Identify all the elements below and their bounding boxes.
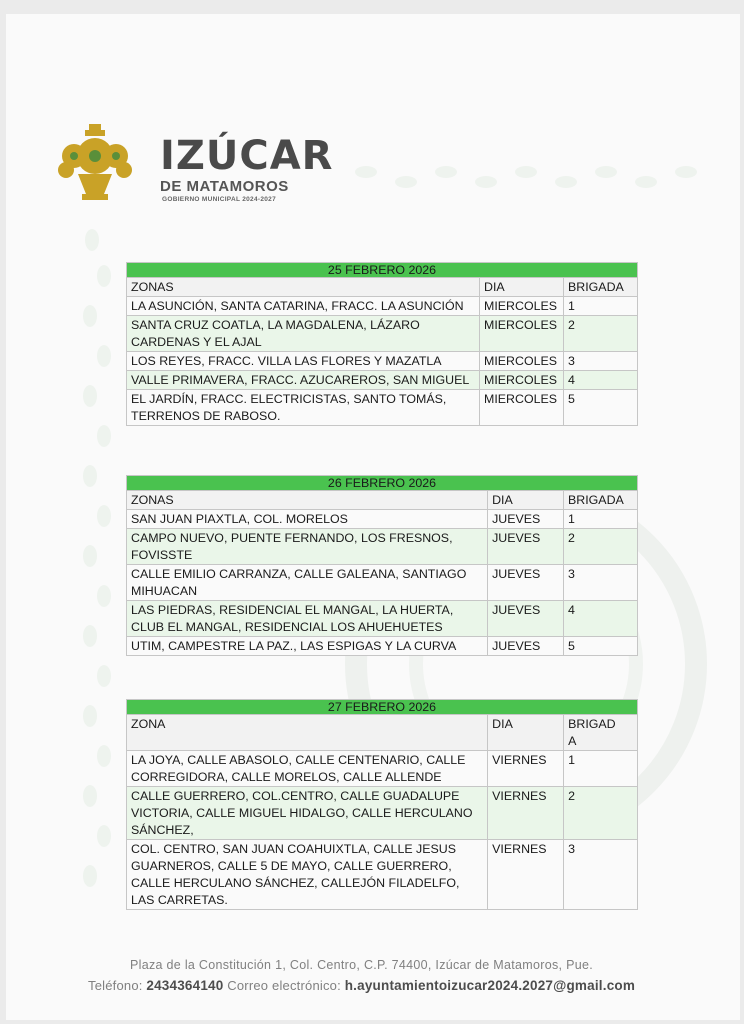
table-row xyxy=(127,787,638,840)
brigade-cell: 2 xyxy=(564,787,638,840)
brigade-cell: 2 xyxy=(564,316,638,352)
day-cell: JUEVES xyxy=(488,529,564,565)
email-label: Correo electrónico: xyxy=(227,978,341,993)
table-row xyxy=(127,601,638,637)
municipality-subtitle: DE MATAMOROS xyxy=(160,178,289,195)
day-cell: JUEVES xyxy=(488,601,564,637)
day-cell: MIERCOLES xyxy=(480,390,564,426)
zone-cell: LAS PIEDRAS, RESIDENCIAL EL MANGAL, LA HUERTA, CLUB EL MANGAL, RESIDENCIAL LOS AHUEHUETES xyxy=(127,601,488,637)
table-row xyxy=(127,371,638,390)
municipality-title: IZÚCAR xyxy=(160,133,334,179)
phone-number: 2434364140 xyxy=(146,978,224,993)
footer-address: Plaza de la Constitución 1, Col. Centro, C.P. 74400, Izúcar de Matamoros, Pue. xyxy=(130,958,593,972)
day-cell: MIERCOLES xyxy=(480,297,564,316)
table-row xyxy=(127,390,638,426)
zone-cell: COL. CENTRO, SAN JUAN COAHUIXTLA, CALLE JESUS GUARNEROS, CALLE 5 DE MAYO, CALLE GUERRERO, CALLE HERCULANO SÁNCHEZ, CALLEJÓN FILADELFO, LAS CARRETAS. xyxy=(127,840,488,910)
brigade-cell: 3 xyxy=(564,352,638,371)
zone-cell: SAN JUAN PIAXTLA, COL. MORELOS xyxy=(127,510,488,529)
zone-cell: VALLE PRIMAVERA, FRACC. AZUCAREROS, SAN MIGUEL xyxy=(127,371,480,390)
brigade-cell: 3 xyxy=(564,565,638,601)
brigade-cell: 1 xyxy=(564,297,638,316)
day-cell: MIERCOLES xyxy=(480,371,564,390)
zone-cell: LOS REYES, FRACC. VILLA LAS FLORES Y MAZATLA xyxy=(127,352,480,371)
zone-cell: CAMPO NUEVO, PUENTE FERNANDO, LOS FRESNOS, FOVISSTE xyxy=(127,529,488,565)
brigade-cell: 2 xyxy=(564,529,638,565)
table-date: 25 FEBRERO 2026 xyxy=(127,263,638,278)
day-cell: VIERNES xyxy=(488,751,564,787)
zone-cell: SANTA CRUZ COATLA, LA MAGDALENA, LÁZARO CARDENAS Y EL AJAL xyxy=(127,316,480,352)
table-row xyxy=(127,751,638,787)
day-cell: JUEVES xyxy=(488,510,564,529)
zone-cell: UTIM, CAMPESTRE LA PAZ., LAS ESPIGAS Y LA CURVA xyxy=(127,637,488,656)
footer-contact xyxy=(88,978,635,993)
brigade-cell: 5 xyxy=(564,390,638,426)
column-header-brigade: BRIGADA xyxy=(564,715,638,751)
zone-cell: EL JARDÍN, FRACC. ELECTRICISTAS, SANTO TOMÁS, TERRENOS DE RABOSO. xyxy=(127,390,480,426)
schedule-table-feb-25 xyxy=(126,262,638,426)
brigade-cell: 5 xyxy=(564,637,638,656)
day-cell: MIERCOLES xyxy=(480,316,564,352)
day-cell: JUEVES xyxy=(488,637,564,656)
table-row xyxy=(127,529,638,565)
column-header-zones: ZONAS xyxy=(127,278,480,297)
zone-cell: LA JOYA, CALLE ABASOLO, CALLE CENTENARIO, CALLE CORREGIDORA, CALLE MORELOS, CALLE ALLENDE xyxy=(127,751,488,787)
brigade-cell: 4 xyxy=(564,371,638,390)
schedule-table-feb-27 xyxy=(126,699,638,910)
phone-label: Teléfono: xyxy=(88,978,143,993)
table-row xyxy=(127,510,638,529)
table-row xyxy=(127,565,638,601)
email-address: h.ayuntamientoizucar2024.2027@gmail.com xyxy=(344,978,636,993)
zone-cell: CALLE GUERRERO, COL.CENTRO, CALLE GUADALUPE VICTORIA, CALLE MIGUEL HIDALGO, CALLE HERCULANO SÁNCHEZ, xyxy=(127,787,488,840)
table-row xyxy=(127,637,638,656)
column-header-day: DIA xyxy=(488,715,564,751)
day-cell: VIERNES xyxy=(488,787,564,840)
column-header-zone: ZONA xyxy=(127,715,488,751)
brigade-cell: 3 xyxy=(564,840,638,910)
table-date: 27 FEBRERO 2026 xyxy=(127,700,638,715)
column-header-zones: ZONAS xyxy=(127,491,488,510)
table-row xyxy=(127,352,638,371)
column-header-day: DIA xyxy=(488,491,564,510)
brigade-cell: 1 xyxy=(564,751,638,787)
day-cell: MIERCOLES xyxy=(480,352,564,371)
column-header-day: DIA xyxy=(480,278,564,297)
column-header-brigade: BRIGADA xyxy=(564,278,638,297)
document-page xyxy=(6,14,740,1020)
day-cell: VIERNES xyxy=(488,840,564,910)
letterhead xyxy=(56,122,334,210)
municipal-seal-logo xyxy=(56,122,134,202)
column-header-brigade: BRIGADA xyxy=(564,491,638,510)
schedule-table-feb-26 xyxy=(126,475,638,656)
day-cell: JUEVES xyxy=(488,565,564,601)
brigade-cell: 1 xyxy=(564,510,638,529)
table-row xyxy=(127,840,638,910)
table-row xyxy=(127,297,638,316)
brigade-cell: 4 xyxy=(564,601,638,637)
table-date: 26 FEBRERO 2026 xyxy=(127,476,638,491)
table-row xyxy=(127,316,638,352)
government-tagline: GOBIERNO MUNICIPAL 2024-2027 xyxy=(162,196,276,203)
zone-cell: LA ASUNCIÓN, SANTA CATARINA, FRACC. LA ASUNCIÓN xyxy=(127,297,480,316)
zone-cell: CALLE EMILIO CARRANZA, CALLE GALEANA, SANTIAGO MIHUACAN xyxy=(127,565,488,601)
